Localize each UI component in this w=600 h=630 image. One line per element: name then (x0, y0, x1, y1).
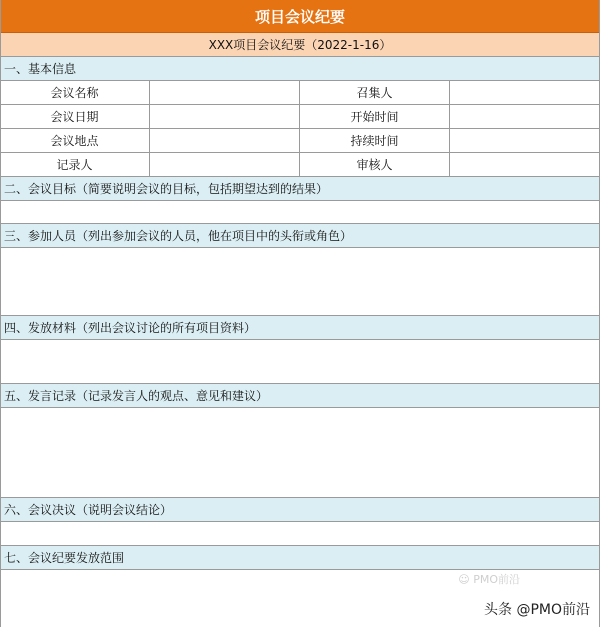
section-speech-record-body[interactable] (0, 408, 600, 498)
section-attendees-body[interactable] (0, 248, 600, 316)
section-attendees-header: 三、参加人员（列出参加会议的人员，他在项目中的头衔或角色） (0, 224, 600, 248)
section-meeting-goals-body[interactable] (0, 201, 600, 224)
value-convener[interactable] (450, 81, 600, 105)
section-speech-record-header: 五、发言记录（记录发言人的观点、意见和建议） (0, 384, 600, 408)
watermark-ghost (458, 571, 520, 587)
wechat-icon: ☺ (458, 573, 470, 586)
label-duration: 持续时间 (300, 129, 450, 153)
label-meeting-location: 会议地点 (0, 129, 150, 153)
value-start-time[interactable] (450, 105, 600, 129)
section-distribution-header: 七、会议纪要发放范围 (0, 546, 600, 570)
label-meeting-name: 会议名称 (0, 81, 150, 105)
section-meeting-goals-header: 二、会议目标（简要说明会议的目标，包括期望达到的结果） (0, 177, 600, 201)
value-meeting-name[interactable] (150, 81, 300, 105)
value-meeting-location[interactable] (150, 129, 300, 153)
basic-info-table (0, 81, 600, 177)
section-materials-body[interactable] (0, 340, 600, 384)
sheet-subtitle: XXX项目会议纪要（2022-1-16） (0, 33, 600, 57)
value-duration[interactable] (450, 129, 600, 153)
sheet-title: 项目会议纪要 (0, 0, 600, 33)
section-materials-header: 四、发放材料（列出会议讨论的所有项目资料） (0, 316, 600, 340)
section-resolutions-header: 六、会议决议（说明会议结论） (0, 498, 600, 522)
section-resolutions-body[interactable] (0, 522, 600, 546)
watermark (484, 599, 590, 619)
label-start-time: 开始时间 (300, 105, 450, 129)
watermark-text: 头条 @PMO前沿 (484, 602, 590, 618)
value-reviewer[interactable] (450, 153, 600, 177)
label-convener: 召集人 (300, 81, 450, 105)
section-basic-info-header: 一、基本信息 (0, 57, 600, 81)
watermark-ghost-text: PMO前沿 (473, 573, 520, 586)
value-recorder[interactable] (150, 153, 300, 177)
label-reviewer: 审核人 (300, 153, 450, 177)
value-meeting-date[interactable] (150, 105, 300, 129)
label-meeting-date: 会议日期 (0, 105, 150, 129)
label-recorder: 记录人 (0, 153, 150, 177)
